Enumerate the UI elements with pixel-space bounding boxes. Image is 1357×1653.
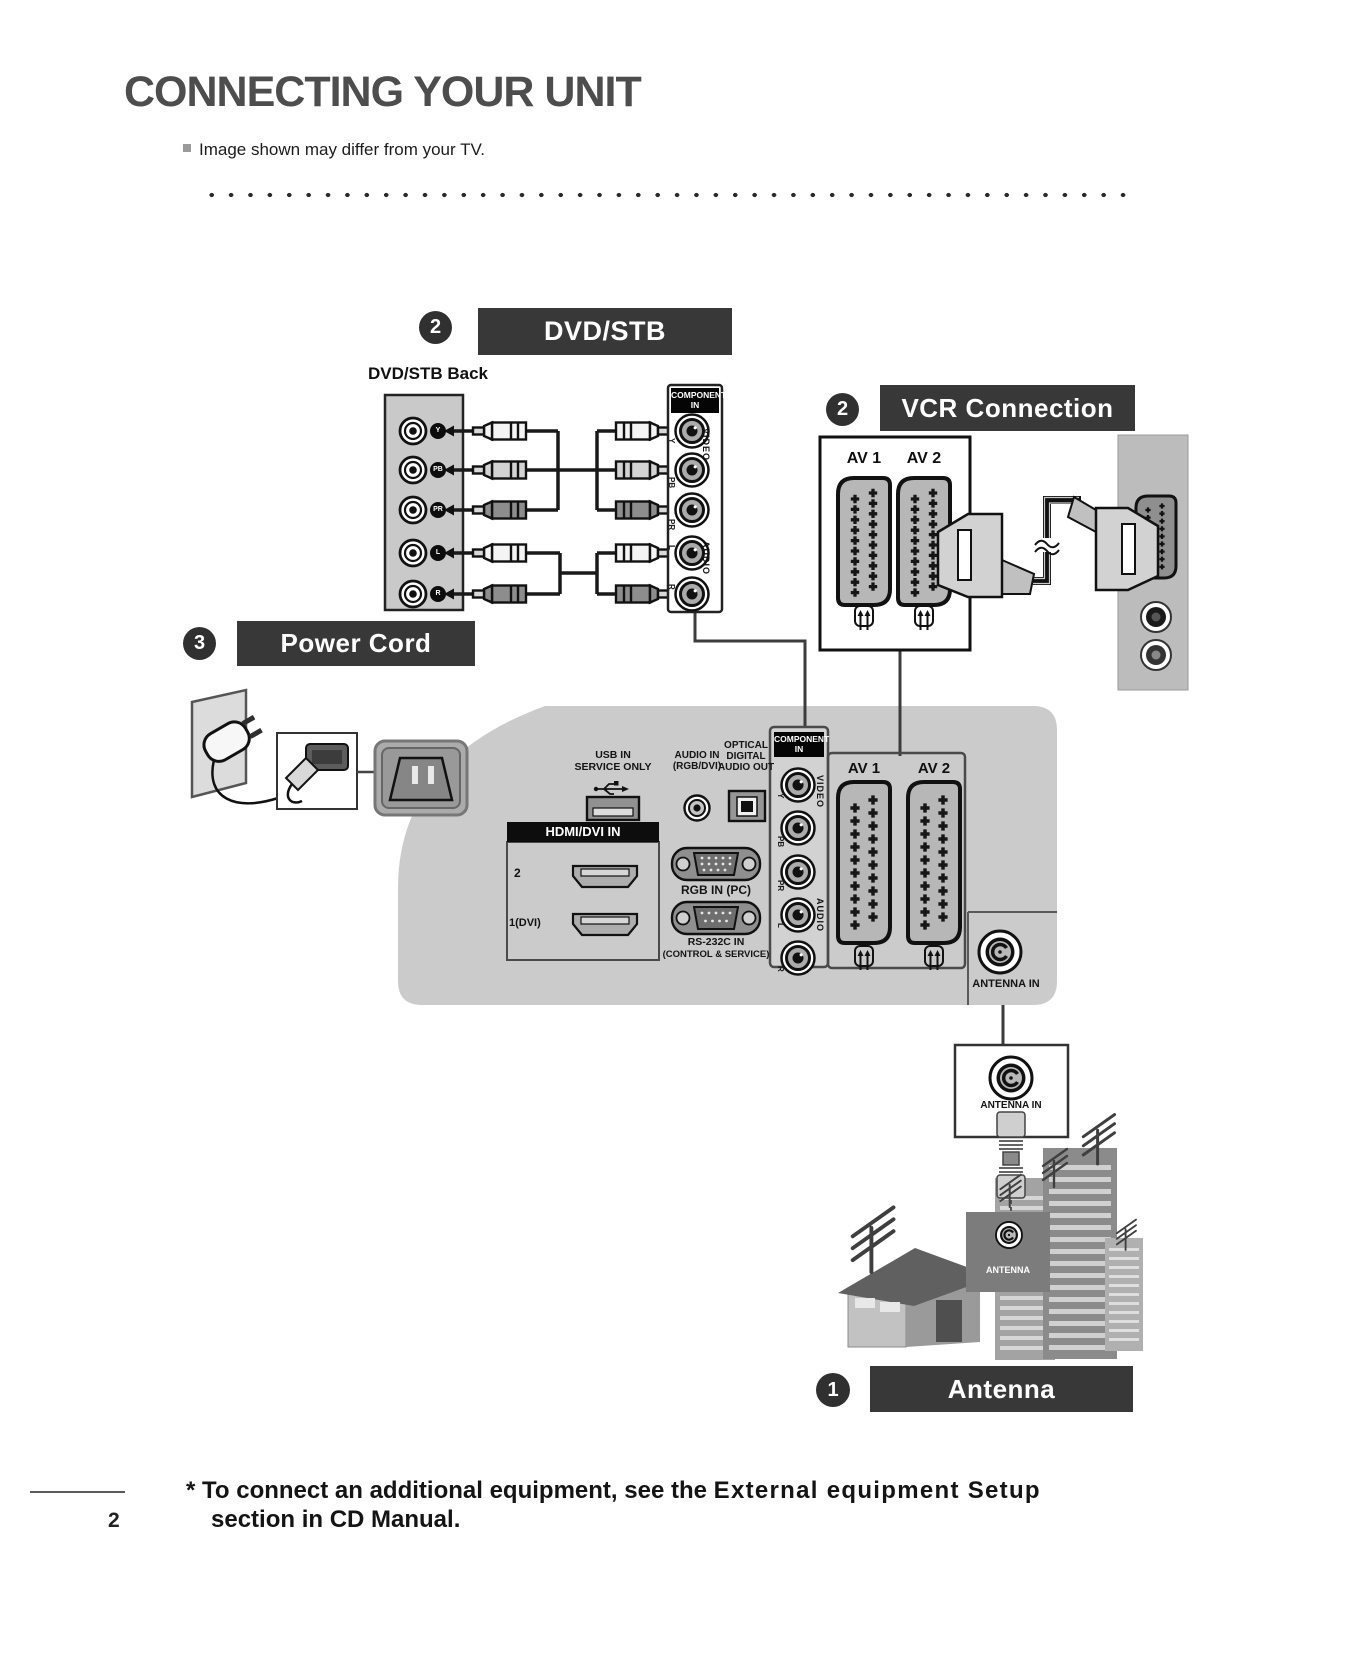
antenna-socket-icon [990,1057,1032,1099]
footer-note-line2: section in CD Manual. [211,1506,461,1533]
optical-audio-port [729,791,765,821]
power-cord-illustration [192,690,467,815]
jack-label-l: L [430,545,446,561]
tv-antenna-in-label: ANTENNA IN [972,978,1040,990]
scart-socket-av1 [838,478,890,605]
audio-in-jack [685,796,710,821]
optical-label: OPTICAL DIGITAL AUDIO OUT [717,740,775,773]
scart-socket-av1 [838,782,890,943]
tv-av2-label: AV 2 [917,760,951,777]
footer-note-line1: * To connect an additional equipment, see the External equipment Setup [186,1477,1041,1504]
coax-plug-icon [997,1112,1025,1198]
video-group-label: VIDEO [701,428,711,462]
page-title: CONNECTING YOUR UNIT [124,68,641,116]
antenna-icon [1117,1220,1136,1250]
tv-component-in-header: COMPONENT IN [774,732,824,757]
jack-label-pb: PB [430,462,446,478]
strip-label-pr: PR [667,519,676,531]
audio-group-label: AUDIO [701,541,711,575]
step-badge-antenna: 1 [816,1373,850,1407]
tv-strip-label-pr: PR [776,880,785,892]
strip-label-l: L [667,545,676,550]
note: Image shown may differ from your TV. [183,140,485,160]
usb-label: USB IN SERVICE ONLY [574,749,652,773]
scart-socket-av2 [908,782,960,943]
hdmi-port1-label: 1(DVI) [509,917,541,929]
antenna-icon [1043,1149,1067,1187]
antenna-wall-label: ANTENNA [986,1265,1030,1275]
banner-power-cord: Power Cord [237,621,475,666]
tv-audio-group-label: AUDIO [815,898,825,932]
tv-strip-label-pb: PB [776,836,785,848]
dvd-back-label: DVD/STB Back [368,364,488,383]
antenna-socket-icon [979,931,1021,973]
tv-av1-label: AV 1 [847,760,881,777]
dotted-divider [202,192,1135,198]
antenna-wall-plate [966,1212,1050,1292]
step-badge-vcr: 2 [826,393,859,426]
audio-in-label: AUDIO IN (RGB/DVI) [672,750,722,772]
antenna-detail-box [955,1045,1068,1214]
strip-label-y: Y [667,438,676,444]
step-badge-power: 3 [183,627,216,660]
antenna-in-box-label: ANTENNA IN [980,1100,1042,1111]
tv-strip-label-y: Y [776,793,785,799]
av2-label: AV 2 [906,450,942,467]
tv-component-in-strip [770,727,828,975]
banner-dvd-stb: DVD/STB [478,308,732,355]
jack-label-pr: PR [430,502,446,518]
component-cables [444,423,669,603]
strip-label-r: R [667,584,676,590]
component-in-header: COMPONENT IN [671,388,719,413]
rs232-connector [672,902,760,934]
strip-label-pb: PB [667,477,676,489]
bullet-icon [183,144,191,152]
tv-video-group-label: VIDEO [815,775,825,809]
av1-label: AV 1 [846,450,882,467]
dvd-component-in-strip [668,385,722,612]
rca-plug-icon [473,423,526,440]
banner-vcr-connection: VCR Connection [880,385,1135,431]
tv-strip-label-r: R [776,966,785,972]
rgb-in-label: RGB IN (PC) [681,883,751,897]
jack-label-r: R [430,586,446,602]
rgb-vga-connector [672,848,760,880]
step-badge-dvd: 2 [419,311,452,344]
antenna-icon [853,1207,894,1272]
banner-antenna-connection: Antenna Connection [870,1366,1133,1412]
hdmi-port2-label: 2 [514,866,521,880]
rs232-label2: (CONTROL & SERVICE) [662,949,770,960]
antenna-socket-icon [996,1222,1022,1248]
antenna-icon [1083,1115,1114,1164]
rs232-label1: RS-232C IN [687,936,745,948]
tv-strip-label-l: L [776,923,785,928]
footer-rule [30,1491,125,1493]
hdmi-dvi-in-header: HDMI/DVI IN [507,822,659,842]
page-number: 2 [108,1509,120,1532]
jack-label-y: Y [430,423,446,439]
